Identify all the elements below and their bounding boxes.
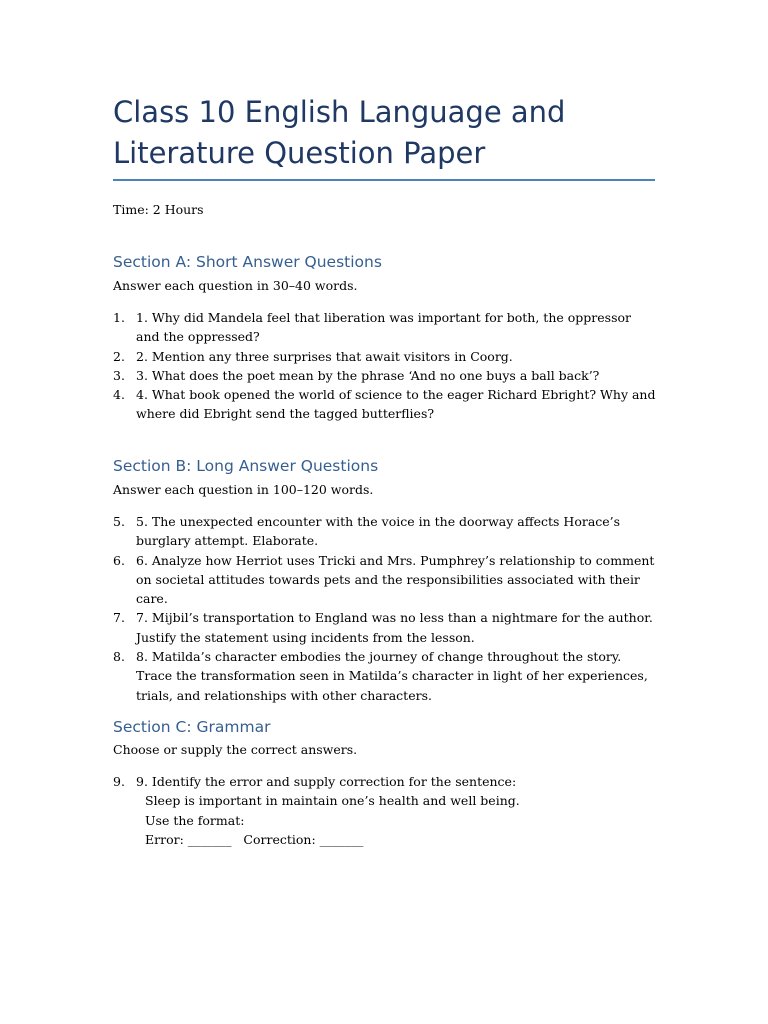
section-b-instruction: Answer each question in 100–120 words. (113, 482, 374, 497)
title-divider (113, 179, 655, 181)
question-text: 4. What book opened the world of science to the eager Richard Ebright? Why and where did Ebright send the tagged butterflies? (136, 387, 656, 422)
section-a-heading: Section A: Short Answer Questions (113, 253, 382, 271)
section-b-questions (113, 512, 658, 705)
section-c-heading: Section C: Grammar (113, 718, 271, 736)
section-c-questions (113, 772, 658, 849)
section-a-questions (113, 308, 658, 424)
question-number: 2. (113, 348, 125, 364)
question-item (113, 512, 658, 551)
question-item (113, 385, 658, 424)
answer-format-label: Use the format: (145, 812, 245, 828)
question-number: 5. (113, 514, 125, 529)
question-text: 9. Identify the error and supply correction for the sentence: (136, 774, 517, 789)
question-number: 7. (113, 610, 125, 626)
question-number: 3. (113, 367, 125, 383)
question-item (113, 608, 658, 647)
question-item (113, 366, 658, 385)
question-text: 3. What does the poet mean by the phrase ‘And no one buys a ball back’? (136, 367, 600, 383)
question-item (113, 347, 658, 366)
question-item (113, 647, 658, 705)
time-allowed: Time: 2 Hours (113, 202, 204, 217)
question-number: 4. (113, 387, 125, 403)
question-number: 8. (113, 649, 125, 665)
question-text: 8. Matilda’s character embodies the journey of change throughout the story. Trace the transformation seen in Matilda’s character in light of her experiences, trials, and relationships with other characters. (136, 649, 648, 703)
question-item (113, 551, 658, 609)
question-text: 7. Mijbil’s transportation to England was no less than a nightmare for the author. Justify the statement using incidents from the lesson. (136, 610, 653, 645)
question-text: 5. The unexpected encounter with the voice in the doorway affects Horace’s burglary attempt. Elaborate. (136, 514, 621, 549)
section-c-instruction: Choose or supply the correct answers. (113, 742, 358, 757)
question-text: 1. Why did Mandela feel that liberation was important for both, the oppressor and the oppressed? (136, 310, 631, 345)
question-number: 9. (113, 774, 125, 789)
question-number: 6. (113, 552, 125, 568)
page-title: Class 10 English Language and Literature Question Paper (113, 95, 566, 170)
section-a-instruction: Answer each question in 30–40 words. (113, 278, 358, 293)
question-item (113, 308, 658, 347)
question-text: 6. Analyze how Herriot uses Tricki and Mrs. Pumphrey’s relationship to comment on societal attitudes towards pets and the responsibilities associated with their care. (136, 552, 655, 607)
question-item (113, 772, 658, 849)
section-b-heading: Section B: Long Answer Questions (113, 457, 379, 475)
grammar-sentence: Sleep is important in maintain one’s health and well being. (145, 793, 520, 809)
answer-format-line: Error: _______ Correction: _______ (145, 831, 364, 847)
question-text: 2. Mention any three surprises that await visitors in Coorg. (136, 348, 513, 364)
question-number: 1. (113, 310, 125, 325)
